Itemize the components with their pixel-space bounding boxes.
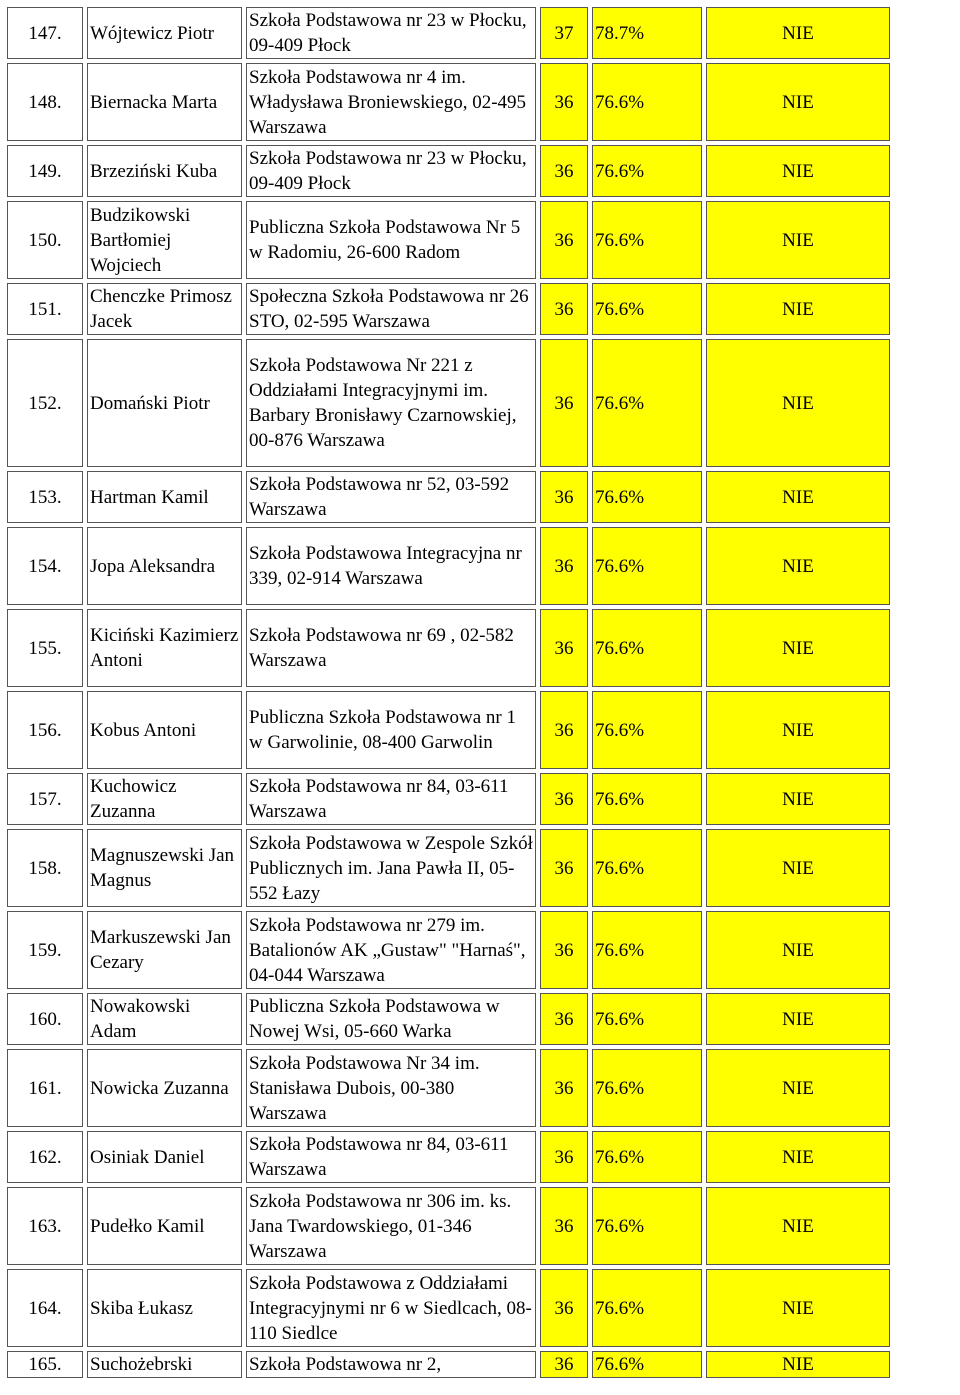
participant-name: Biernacka Marta xyxy=(87,63,242,141)
score-percent: 76.6% xyxy=(592,829,702,907)
score-percent: 76.6% xyxy=(592,63,702,141)
participant-name: Pudełko Kamil xyxy=(87,1187,242,1265)
qualification-status: NIE xyxy=(706,1187,890,1265)
row-number: 155. xyxy=(7,609,83,687)
school-name: Szkoła Podstawowa nr 4 im. Władysława Broniewskiego, 02-495 Warszawa xyxy=(246,63,536,141)
score-points: 36 xyxy=(540,1187,588,1265)
table-row xyxy=(7,63,890,141)
score-percent: 76.6% xyxy=(592,1269,702,1347)
row-number: 164. xyxy=(7,1269,83,1347)
table-row xyxy=(7,1187,890,1265)
score-points: 36 xyxy=(540,63,588,141)
qualification-status: NIE xyxy=(706,993,890,1045)
school-name: Szkoła Podstawowa nr 306 im. ks. Jana Twardowskiego, 01-346 Warszawa xyxy=(246,1187,536,1265)
school-name: Szkoła Podstawowa nr 2, xyxy=(246,1351,536,1378)
qualification-status: NIE xyxy=(706,911,890,989)
school-name: Społeczna Szkoła Podstawowa nr 26 STO, 02-595 Warszawa xyxy=(246,283,536,335)
score-percent: 76.6% xyxy=(592,773,702,825)
score-percent: 76.6% xyxy=(592,527,702,605)
school-name: Szkoła Podstawowa nr 84, 03-611 Warszawa xyxy=(246,1131,536,1183)
table-row xyxy=(7,691,890,769)
score-percent: 76.6% xyxy=(592,609,702,687)
row-number: 158. xyxy=(7,829,83,907)
qualification-status: NIE xyxy=(706,63,890,141)
qualification-status: NIE xyxy=(706,1269,890,1347)
row-number: 163. xyxy=(7,1187,83,1265)
table-row xyxy=(7,527,890,605)
table-row xyxy=(7,201,890,279)
row-number: 147. xyxy=(7,7,83,59)
score-points: 36 xyxy=(540,145,588,197)
school-name: Szkoła Podstawowa nr 279 im. Batalionów AK „Gustaw" "Harnaś", 04-044 Warszawa xyxy=(246,911,536,989)
score-percent: 76.6% xyxy=(592,691,702,769)
school-name: Szkoła Podstawowa Integracyjna nr 339, 02-914 Warszawa xyxy=(246,527,536,605)
row-number: 150. xyxy=(7,201,83,279)
participant-name: Budzikowski Bartłomiej Wojciech xyxy=(87,201,242,279)
score-points: 36 xyxy=(540,201,588,279)
qualification-status: NIE xyxy=(706,829,890,907)
participant-name: Nowakowski Adam xyxy=(87,993,242,1045)
school-name: Szkoła Podstawowa Nr 34 im. Stanisława Dubois, 00-380 Warszawa xyxy=(246,1049,536,1127)
row-number: 152. xyxy=(7,339,83,467)
school-name: Szkoła Podstawowa w Zespole Szkół Publicznych im. Jana Pawła II, 05-552 Łazy xyxy=(246,829,536,907)
row-number: 157. xyxy=(7,773,83,825)
score-points: 36 xyxy=(540,1049,588,1127)
score-points: 37 xyxy=(540,7,588,59)
participant-name: Suchożebrski xyxy=(87,1351,242,1378)
table-row xyxy=(7,7,890,59)
school-name: Szkoła Podstawowa nr 23 w Płocku, 09-409 Płock xyxy=(246,145,536,197)
table-row xyxy=(7,145,890,197)
qualification-status: NIE xyxy=(706,145,890,197)
score-points: 36 xyxy=(540,609,588,687)
school-name: Szkoła Podstawowa Nr 221 z Oddziałami Integracyjnymi im. Barbary Bronisławy Czarnowskiej, 00-876 Warszawa xyxy=(246,339,536,467)
score-percent: 76.6% xyxy=(592,1131,702,1183)
participant-name: Kobus Antoni xyxy=(87,691,242,769)
participant-name: Skiba Łukasz xyxy=(87,1269,242,1347)
score-points: 36 xyxy=(540,1269,588,1347)
row-number: 148. xyxy=(7,63,83,141)
row-number: 153. xyxy=(7,471,83,523)
table-row xyxy=(7,471,890,523)
row-number: 165. xyxy=(7,1351,83,1378)
participant-name: Nowicka Zuzanna xyxy=(87,1049,242,1127)
row-number: 154. xyxy=(7,527,83,605)
participant-name: Kiciński Kazimierz Antoni xyxy=(87,609,242,687)
table-row xyxy=(7,993,890,1045)
row-number: 156. xyxy=(7,691,83,769)
row-number: 162. xyxy=(7,1131,83,1183)
score-percent: 76.6% xyxy=(592,1351,702,1378)
score-points: 36 xyxy=(540,773,588,825)
table-row xyxy=(7,773,890,825)
row-number: 159. xyxy=(7,911,83,989)
row-number: 161. xyxy=(7,1049,83,1127)
qualification-status: NIE xyxy=(706,1049,890,1127)
participant-name: Domański Piotr xyxy=(87,339,242,467)
table-row xyxy=(7,1269,890,1347)
score-percent: 76.6% xyxy=(592,1187,702,1265)
score-points: 36 xyxy=(540,339,588,467)
table-row xyxy=(7,1049,890,1127)
participant-name: Markuszewski Jan Cezary xyxy=(87,911,242,989)
participant-name: Chenczke Primosz Jacek xyxy=(87,283,242,335)
score-percent: 76.6% xyxy=(592,471,702,523)
score-points: 36 xyxy=(540,691,588,769)
row-number: 151. xyxy=(7,283,83,335)
score-points: 36 xyxy=(540,283,588,335)
score-points: 36 xyxy=(540,527,588,605)
table-row xyxy=(7,829,890,907)
table-row xyxy=(7,283,890,335)
score-points: 36 xyxy=(540,1131,588,1183)
score-percent: 76.6% xyxy=(592,201,702,279)
qualification-status: NIE xyxy=(706,201,890,279)
table-row xyxy=(7,609,890,687)
school-name: Szkoła Podstawowa nr 23 w Płocku, 09-409 Płock xyxy=(246,7,536,59)
results-table xyxy=(3,3,894,1382)
school-name: Szkoła Podstawowa nr 52, 03-592 Warszawa xyxy=(246,471,536,523)
qualification-status: NIE xyxy=(706,7,890,59)
score-points: 36 xyxy=(540,1351,588,1378)
table-row xyxy=(7,1131,890,1183)
table-row xyxy=(7,1351,890,1378)
qualification-status: NIE xyxy=(706,1351,890,1378)
score-percent: 76.6% xyxy=(592,283,702,335)
table-row xyxy=(7,339,890,467)
school-name: Publiczna Szkoła Podstawowa nr 1 w Garwolinie, 08-400 Garwolin xyxy=(246,691,536,769)
school-name: Szkoła Podstawowa nr 84, 03-611 Warszawa xyxy=(246,773,536,825)
score-points: 36 xyxy=(540,911,588,989)
score-points: 36 xyxy=(540,993,588,1045)
participant-name: Hartman Kamil xyxy=(87,471,242,523)
qualification-status: NIE xyxy=(706,527,890,605)
qualification-status: NIE xyxy=(706,471,890,523)
qualification-status: NIE xyxy=(706,339,890,467)
qualification-status: NIE xyxy=(706,283,890,335)
qualification-status: NIE xyxy=(706,773,890,825)
score-percent: 76.6% xyxy=(592,339,702,467)
score-percent: 76.6% xyxy=(592,1049,702,1127)
row-number: 149. xyxy=(7,145,83,197)
qualification-status: NIE xyxy=(706,609,890,687)
row-number: 160. xyxy=(7,993,83,1045)
participant-name: Magnuszewski Jan Magnus xyxy=(87,829,242,907)
score-points: 36 xyxy=(540,829,588,907)
participant-name: Jopa Aleksandra xyxy=(87,527,242,605)
score-percent: 76.6% xyxy=(592,145,702,197)
score-percent: 76.6% xyxy=(592,911,702,989)
score-percent: 76.6% xyxy=(592,993,702,1045)
school-name: Publiczna Szkoła Podstawowa w Nowej Wsi, 05-660 Warka xyxy=(246,993,536,1045)
participant-name: Wójtewicz Piotr xyxy=(87,7,242,59)
score-percent: 78.7% xyxy=(592,7,702,59)
participant-name: Osiniak Daniel xyxy=(87,1131,242,1183)
participant-name: Brzeziński Kuba xyxy=(87,145,242,197)
qualification-status: NIE xyxy=(706,1131,890,1183)
school-name: Szkoła Podstawowa z Oddziałami Integracyjnymi nr 6 w Siedlcach, 08-110 Siedlce xyxy=(246,1269,536,1347)
school-name: Publiczna Szkoła Podstawowa Nr 5 w Radomiu, 26-600 Radom xyxy=(246,201,536,279)
participant-name: Kuchowicz Zuzanna xyxy=(87,773,242,825)
school-name: Szkoła Podstawowa nr 69 , 02-582 Warszawa xyxy=(246,609,536,687)
qualification-status: NIE xyxy=(706,691,890,769)
table-row xyxy=(7,911,890,989)
score-points: 36 xyxy=(540,471,588,523)
